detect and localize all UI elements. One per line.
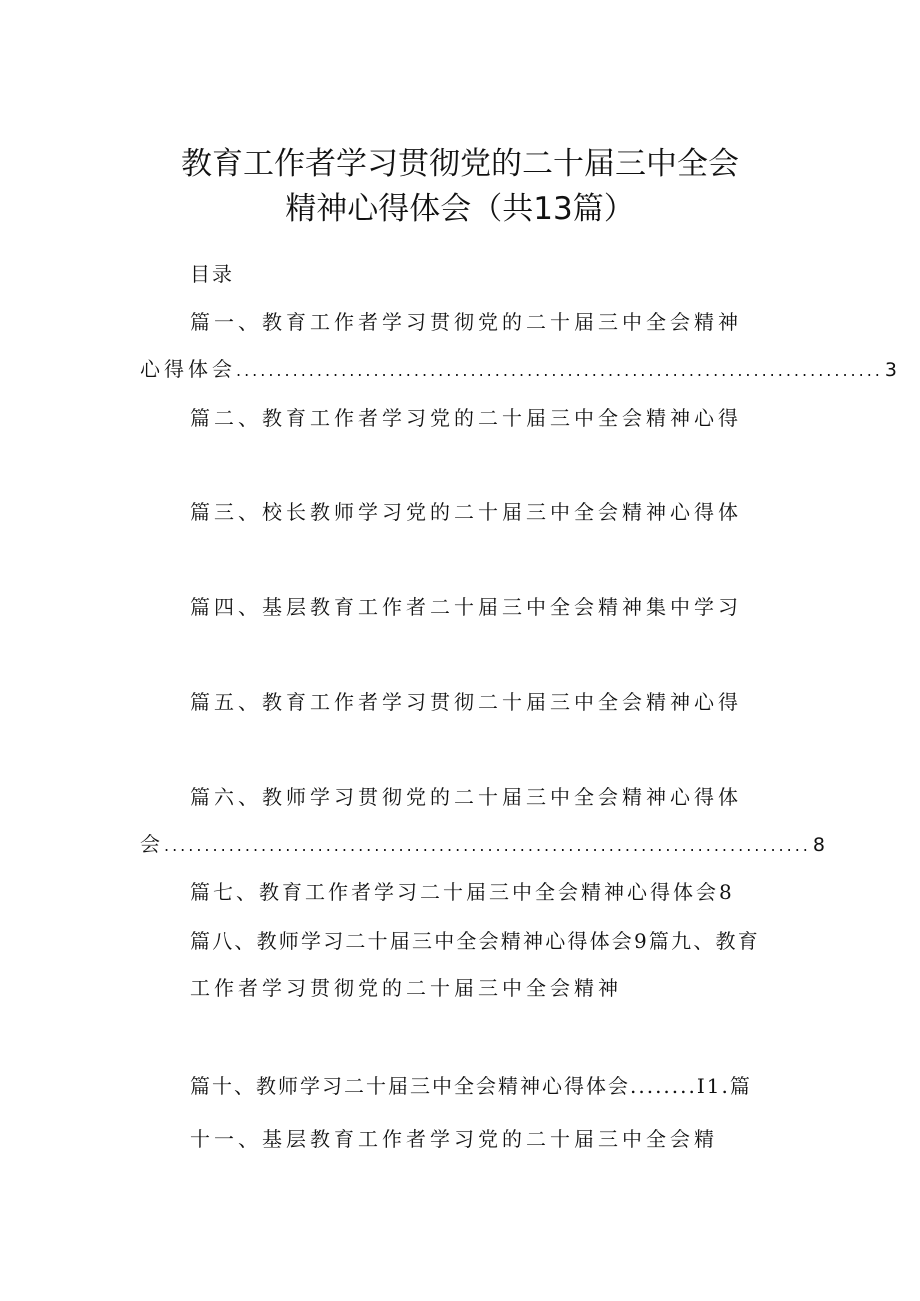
- toc-entry-6-line-2: [140, 828, 825, 857]
- toc-entry-5: 篇五、教育工作者学习贯彻二十届三中全会精神心得: [190, 690, 742, 714]
- leader-dots: ................................................................................: [236, 361, 883, 380]
- toc-entry-1-text: 心得体会: [140, 357, 236, 381]
- toc-entry-3: 篇三、校长教师学习党的二十届三中全会精神心得体: [190, 500, 742, 524]
- toc-entry-4: 篇四、基层教育工作者二十届三中全会精神集中学习: [190, 595, 742, 619]
- toc-entry-1-page: 3: [884, 359, 897, 381]
- leader-dots: ................................................................................: [164, 836, 811, 855]
- document-title-line-2: 精神心得体会（共13篇）: [285, 191, 635, 227]
- toc-entry-10: 篇十、教师学习二十届三中全会精神心得体会........I1.篇: [190, 1074, 752, 1098]
- toc-entry-6-text: 会: [140, 832, 164, 856]
- toc-entry-6-line-1: 篇六、教师学习贯彻党的二十届三中全会精神心得体: [190, 785, 742, 809]
- toc-entry-1-line-1: 篇一、教育工作者学习贯彻党的二十届三中全会精神: [190, 310, 742, 334]
- toc-entry-6-page: 8: [812, 834, 825, 856]
- toc-entry-1-line-2: [140, 353, 897, 382]
- toc-entry-2: 篇二、教育工作者学习党的二十届三中全会精神心得: [190, 406, 742, 430]
- toc-entry-8-line-1: 篇八、教师学习二十届三中全会精神心得体会9篇九、教育: [190, 929, 760, 953]
- toc-heading: 目录: [190, 262, 234, 286]
- toc-entry-11: 十一、基层教育工作者学习党的二十届三中全会精: [190, 1127, 718, 1151]
- document-title-line-1: 教育工作者学习贯彻党的二十届三中全会: [181, 146, 739, 182]
- toc-entry-7: 篇七、教育工作者学习二十届三中全会精神心得体会8: [190, 880, 735, 904]
- toc-entry-8-line-2: 工作者学习贯彻党的二十届三中全会精神: [190, 976, 622, 1000]
